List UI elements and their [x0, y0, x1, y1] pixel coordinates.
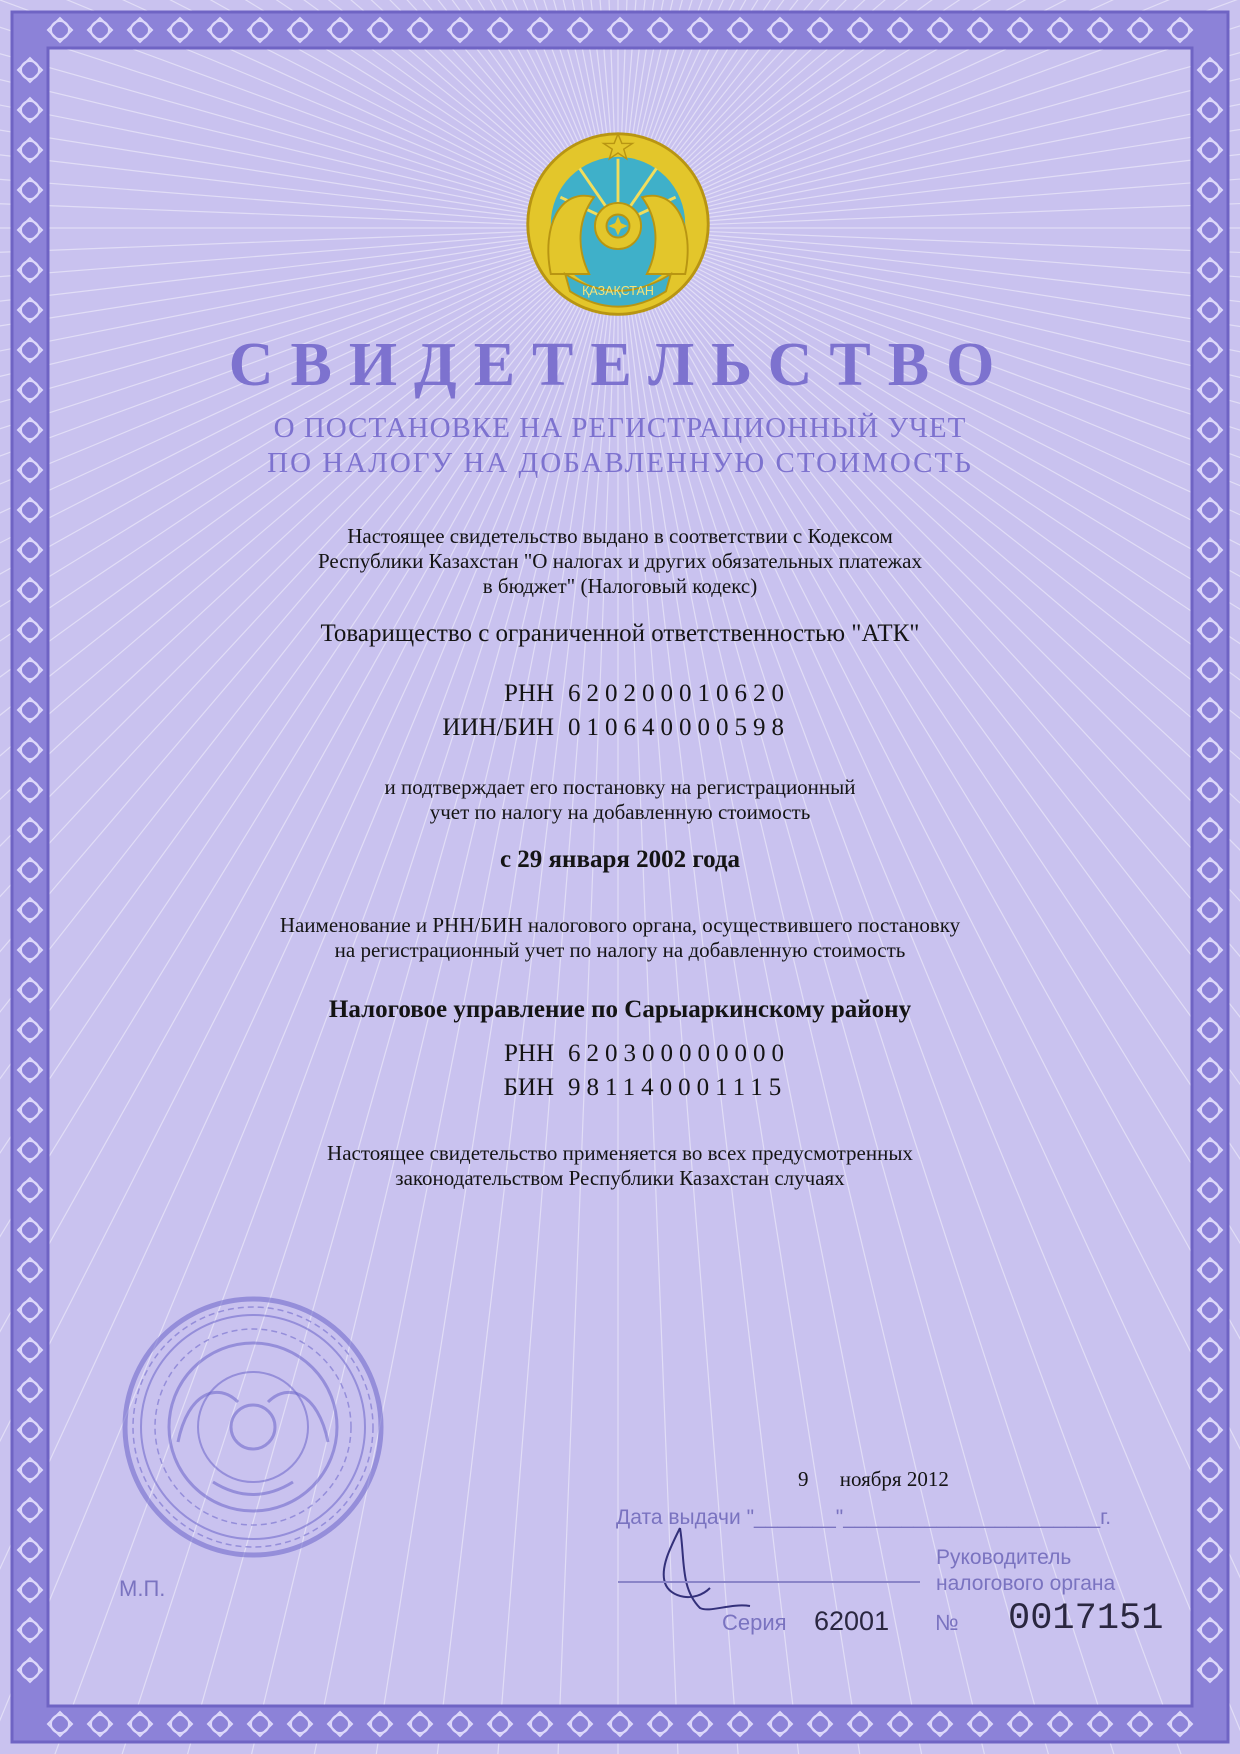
authority-description-line: на регистрационный учет по налогу на добавленную стоимость	[334, 938, 906, 962]
issue-date-handwritten	[798, 1467, 975, 1492]
certificate-subtitle-line1: О ПОСТАНОВКЕ НА РЕГИСТРАЦИОННЫЙ УЧЕТ	[273, 412, 967, 444]
company-rnn-value: 620200010620	[568, 680, 790, 707]
intro-paragraph	[0, 524, 1240, 599]
issue-month-year: ноября 2012	[839, 1467, 949, 1491]
certificate-title: СВИДЕТЕЛЬСТВО	[228, 331, 1012, 399]
authority-bin-value: 981140001115	[568, 1074, 788, 1101]
authority-rnn-value: 620300000000	[568, 1040, 790, 1067]
company-rnn-row	[0, 680, 1240, 712]
applicability-paragraph	[0, 1141, 1240, 1191]
applies-line: законодательством Республики Казахстан случаях	[395, 1166, 845, 1190]
authority-description-line: Наименование и РНН/БИН налогового органа, осуществившего постановку	[279, 913, 961, 937]
series-value: 62001	[814, 1606, 890, 1636]
authority-rnn-label: РНН	[503, 1040, 554, 1067]
authority-name: Налоговое управление по Сарыаркинскому району	[328, 996, 912, 1023]
intro-line: Настоящее свидетельство выдано в соответствии с Кодексом	[347, 524, 893, 548]
confirmation-paragraph	[0, 775, 1240, 825]
issue-date-label: Дата выдачи "_______"______________________г.	[616, 1506, 1112, 1529]
issue-day: 9	[798, 1467, 809, 1491]
registration-date: с 29 января 2002 года	[499, 846, 741, 873]
intro-line: Республики Казахстан "О налогах и других обязательных платежах	[318, 549, 922, 573]
authority-bin-label: БИН	[503, 1074, 554, 1101]
intro-line: в бюджет" (Налоговый кодекс)	[482, 574, 758, 598]
authority-description	[0, 913, 1240, 963]
company-iin-value: 010640000598	[568, 714, 790, 741]
certificate-subtitle-line2: ПО НАЛОГУ НА ДОБАВЛЕННУЮ СТОИМОСТЬ	[267, 447, 973, 479]
head-of-tax-authority-label	[936, 1545, 1115, 1597]
company-rnn-label: РНН	[503, 680, 554, 707]
company-iin-label: ИИН/БИН	[442, 714, 554, 741]
kazakhstan-emblem	[522, 126, 714, 326]
stamp-place-label: М.П.	[119, 1576, 166, 1601]
company-iin-row	[0, 714, 1240, 746]
company-name: Товарищество с ограниченной ответственностью "АТК"	[320, 620, 920, 647]
certificate-number: 0017151	[1008, 1598, 1164, 1640]
head-label-line: налогового органа	[936, 1572, 1116, 1595]
number-label: №	[935, 1610, 959, 1635]
round-seal-stamp	[118, 1292, 388, 1562]
signature	[640, 1508, 760, 1618]
series-label: Серия	[722, 1610, 787, 1635]
confirm-line: и подтверждает его постановку на регистрационный	[384, 775, 856, 799]
svg-text:ҚАЗАҚСТАН: ҚАЗАҚСТАН	[582, 284, 654, 299]
confirm-line: учет по налогу на добавленную стоимость	[429, 800, 811, 824]
authority-bin-row	[0, 1074, 1240, 1106]
authority-rnn-row	[0, 1040, 1240, 1072]
signature-line	[618, 1581, 920, 1583]
applies-line: Настоящее свидетельство применяется во всех предусмотренных	[327, 1141, 913, 1165]
head-label-line: Руководитель	[936, 1546, 1072, 1569]
